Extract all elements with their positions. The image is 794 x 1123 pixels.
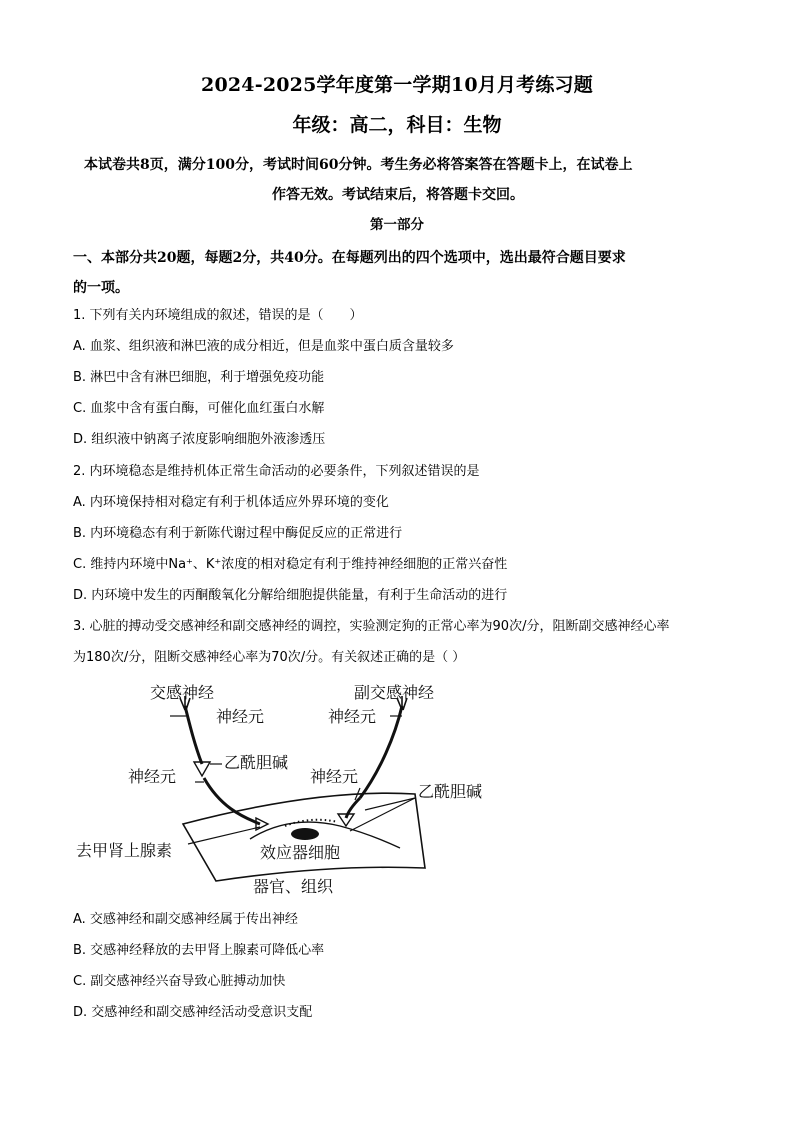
label-parasympathetic: 副交感神经 [354, 683, 435, 702]
q2-stem: 2. 内环境稳态是维持机体正常生命活动的必要条件，下列叙述错误的是 [73, 464, 480, 479]
q2-option-c: C. 维持内环境中Na⁺、K⁺浓度的相对稳定有利于维持神经细胞的正常兴奋性 [73, 557, 508, 572]
section-heading [73, 243, 723, 303]
pointer-acetylcholine-right-1 [365, 798, 415, 810]
label-neuron-top-left: 神经元 [216, 707, 265, 726]
q1-stem: 1. 下列有关内环境组成的叙述，错误的是（ ） [73, 308, 363, 323]
q2-option-d: D. 内环境中发生的丙酮酸氧化分解给细胞提供能量，有利于生命活动的进行 [73, 588, 508, 603]
label-neuron-mid-right: 神经元 [310, 767, 359, 786]
instructions-line-1: 本试卷共8页，满分100分，考试时间60分钟。考生务必将答案答在答题卡上，在试卷上 [84, 157, 633, 173]
q1-option-a: A. 血浆、组织液和淋巴液的成分相近，但是血浆中蛋白质含量较多 [73, 339, 454, 354]
q1-option-d: D. 组织液中钠离子浓度影响细胞外液渗透压 [73, 432, 326, 447]
label-neuron-top-right: 神经元 [328, 707, 377, 726]
q3-option-d: D. 交感神经和副交感神经活动受意识支配 [73, 1005, 313, 1020]
q3-stem-line-2: 为180次/分，阻断交感神经心率为70次/分。有关叙述正确的是（ ） [73, 650, 466, 665]
exam-instructions [76, 150, 720, 210]
pointer-norepinephrine [188, 827, 260, 844]
section-heading-line-2: 的一项。 [73, 280, 129, 296]
q3-option-a: A. 交感神经和副交感神经属于传出神经 [73, 912, 298, 927]
q3-stem-line-1: 3. 心脏的搏动受交感神经和副交感神经的调控，实验测定狗的正常心率为90次/分，阻断副交感神经心率 [73, 619, 670, 634]
q3-option-c: C. 副交感神经兴奋导致心脏搏动加快 [73, 974, 286, 989]
label-acetylcholine-left: 乙酰胆碱 [224, 753, 289, 772]
part-label: 第一部分 [370, 217, 424, 233]
q1-option-b: B. 淋巴中含有淋巴细胞，利于增强免疫功能 [73, 370, 325, 385]
q2-option-a: A. 内环境保持相对稳定有利于机体适应外界环境的变化 [73, 495, 389, 510]
sympathetic-synapse-1 [194, 762, 210, 776]
label-organ-tissue: 器官、组织 [253, 877, 334, 896]
pointer-acetylcholine-right-2 [350, 798, 415, 831]
section-heading-line-1: 一、本部分共20题，每题2分，共40分。在每题列出的四个选项中，选出最符合题目要求 [73, 250, 626, 266]
effector-cell-nucleus [291, 828, 319, 840]
label-sympathetic: 交感神经 [150, 683, 215, 702]
instructions-line-2: 作答无效。考试结束后，将答题卡交回。 [272, 187, 524, 203]
label-effector-cell: 效应器细胞 [260, 843, 341, 862]
label-norepinephrine: 去甲肾上腺素 [76, 841, 173, 860]
nerve-regulation-diagram [70, 676, 500, 901]
q2-option-b: B. 内环境稳态有利于新陈代谢过程中酶促反应的正常进行 [73, 526, 403, 541]
q1-option-c: C. 血浆中含有蛋白酶，可催化血红蛋白水解 [73, 401, 325, 416]
sympathetic-preganglionic-fiber [185, 706, 202, 764]
q3-option-b: B. 交感神经释放的去甲肾上腺素可降低心率 [73, 943, 325, 958]
label-acetylcholine-right: 乙酰胆碱 [418, 782, 483, 801]
exam-title: 2024-2025学年度第一学期10月月考练习题 [201, 74, 593, 96]
exam-subtitle: 年级：高二，科目：生物 [292, 114, 502, 136]
label-neuron-mid-left: 神经元 [128, 767, 177, 786]
